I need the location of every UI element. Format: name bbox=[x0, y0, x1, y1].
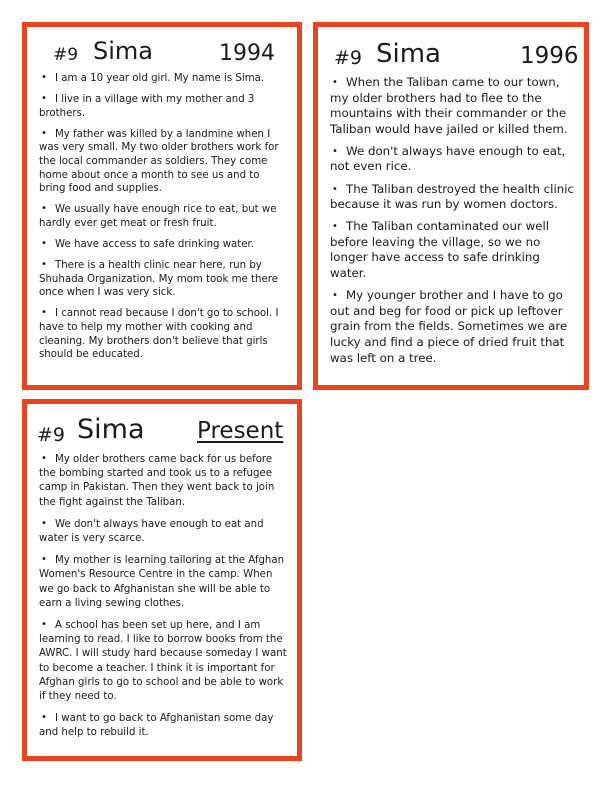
list-item: • My older brothers came back for us before the bombing started and took us to a refugee camp in Pakistan. Then they went back to join the fight against the Taliban. bbox=[39, 453, 275, 508]
list-item: • We usually have enough rice to eat, but we hardly ever get meat or fresh fruit. bbox=[39, 203, 277, 229]
bullet-icon: • bbox=[41, 619, 47, 631]
card-year: 1996 bbox=[520, 43, 579, 69]
bullet-icon: • bbox=[41, 453, 47, 464]
list-item: • My mother is learning tailoring at the Afghan Women's Resource Centre in the camp. When we go back to Afghanistan she will be able to earn a living sewing clothes. bbox=[39, 554, 285, 609]
bullet-icon: • bbox=[41, 127, 47, 139]
list-item: • I am a 10 year old girl. My name is Sima. bbox=[41, 72, 265, 84]
card-name: Sima bbox=[93, 37, 153, 65]
card-year: 1994 bbox=[219, 41, 275, 66]
card-items bbox=[39, 452, 287, 741]
bullet-icon: • bbox=[41, 203, 47, 215]
list-item: • We don't always have enough to eat and water is very scarce. bbox=[39, 517, 264, 545]
list-item: • When the Taliban came to our town, my older brothers had to flee to the mountains with their commander or the Taliban would have jailed or killed them. bbox=[330, 75, 568, 136]
card-header bbox=[330, 33, 579, 75]
bullet-icon: • bbox=[41, 237, 47, 249]
bullet-icon: • bbox=[41, 554, 47, 566]
card-year: Present bbox=[197, 418, 284, 444]
card-items bbox=[39, 71, 287, 362]
bullet-icon: • bbox=[332, 145, 338, 157]
bullet-icon: • bbox=[41, 712, 47, 724]
card-header bbox=[39, 410, 287, 452]
list-item: • My younger brother and I have to go out and beg for food or pick up leftover grain from the fields. Sometimes we are lucky and find a piece of dried fruit that was left on a tree. bbox=[330, 288, 568, 365]
list-item: • There is a health clinic near here, run by Shuhada Organization. My mom took me there once when I was very sick. bbox=[39, 259, 278, 299]
bullet-icon: • bbox=[41, 259, 47, 271]
list-item: • The Taliban destroyed the health clinic because it was run by women doctors. bbox=[330, 181, 574, 212]
card-items bbox=[330, 75, 574, 366]
bullet-icon: • bbox=[332, 290, 338, 302]
card-present bbox=[22, 399, 302, 761]
bullet-icon: • bbox=[332, 77, 338, 88]
list-item: • We have access to safe drinking water. bbox=[41, 237, 255, 250]
card-name: Sima bbox=[77, 414, 145, 445]
card-1994 bbox=[22, 22, 302, 390]
card-name: Sima bbox=[376, 39, 441, 69]
list-item: • My father was killed by a landmine when I was very small. My two older brothers work for the local commander as soldiers. They come home about once a month to see us and to bring food and supplies. bbox=[39, 127, 279, 195]
bullet-icon: • bbox=[41, 307, 47, 319]
list-item: • I live in a village with my mother and 3 brothers. bbox=[39, 93, 255, 119]
card-1996 bbox=[313, 22, 589, 390]
bullet-icon: • bbox=[41, 72, 47, 83]
card-header bbox=[39, 33, 287, 75]
bullet-icon: • bbox=[332, 221, 338, 233]
list-item: • I cannot read because I don't go to school. I have to help my mother with cooking and cleaning. My brothers don't believe that girls should be educated. bbox=[39, 307, 279, 361]
bullet-icon: • bbox=[41, 93, 47, 105]
list-item: • We don't always have enough to eat, not even rice. bbox=[330, 143, 566, 174]
list-item: • I want to go back to Afghanistan some day and help to rebuild it. bbox=[39, 712, 274, 739]
bullet-icon: • bbox=[41, 517, 47, 529]
card-number: #9 bbox=[37, 424, 66, 446]
card-number: #9 bbox=[53, 45, 79, 65]
bullet-icon: • bbox=[332, 183, 338, 195]
list-item: • The Taliban contaminated our well before leaving the village, so we no longer have access to safe drinking water. bbox=[330, 219, 550, 281]
card-number: #9 bbox=[334, 47, 363, 69]
list-item: • A school has been set up here, and I am learning to read. I like to borrow books from the AWRC. I will study hard because someday I want to become a teacher. I think it is important for Afghan girls to go to school and be able to work if they need to. bbox=[39, 619, 287, 703]
